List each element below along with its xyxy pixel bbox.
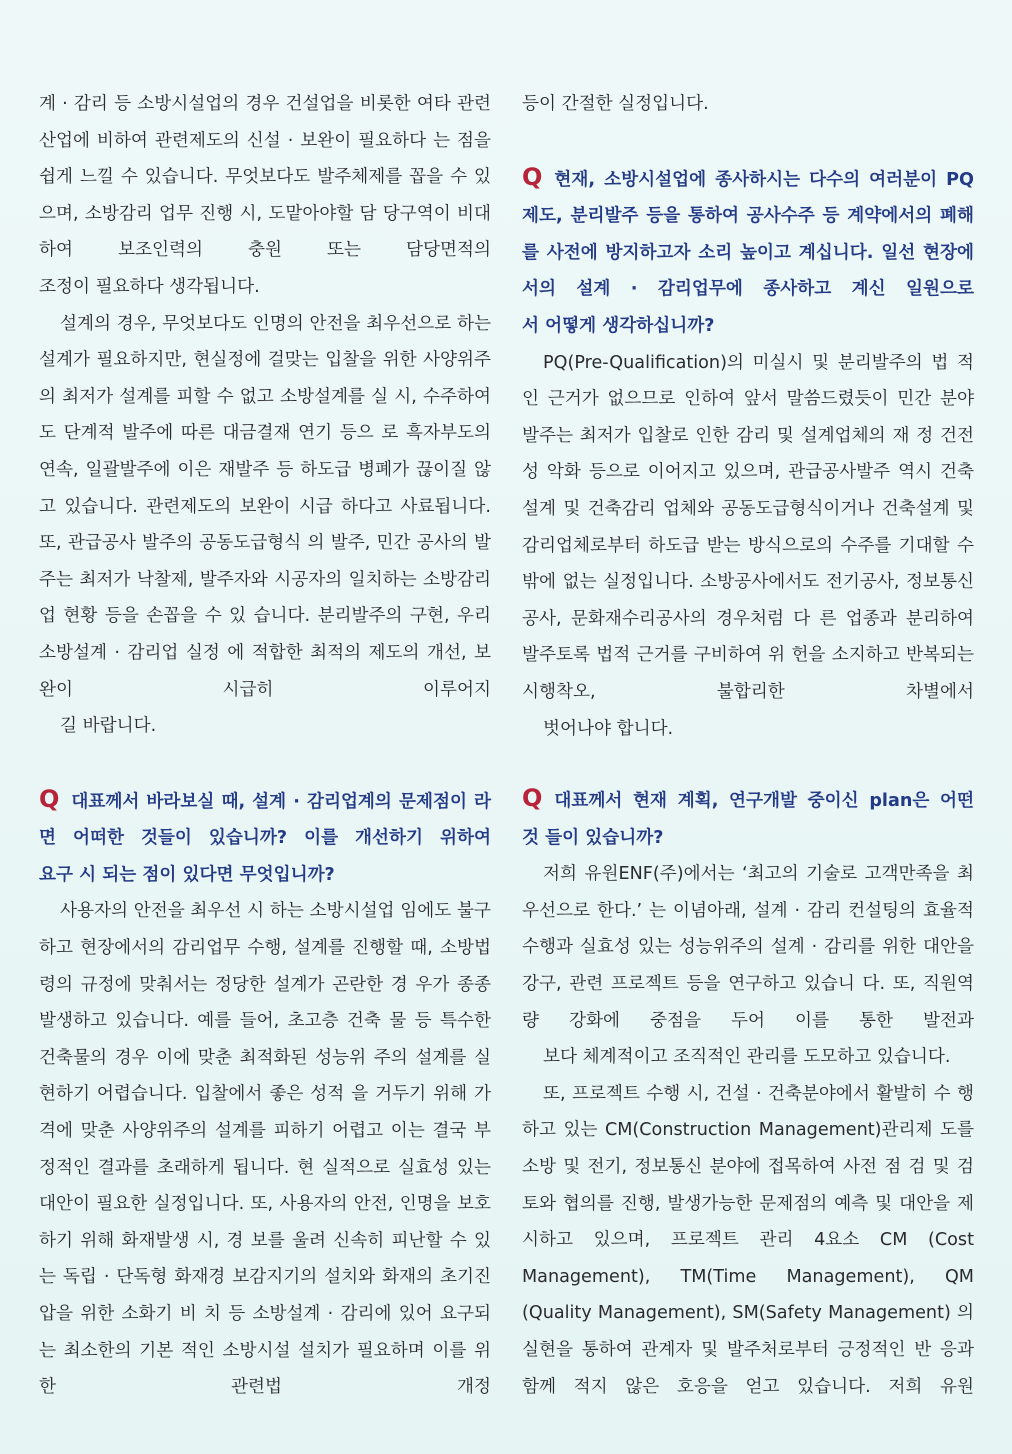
paragraph-1-last-line: 조정이 필요하다 생각됩니다. [39, 276, 260, 297]
paragraph-3-body: 사용자의 안전을 최우선 시 하는 소방시설업 임에도 불구하고 현장에서의 감리업무 수행, 설계를 진행할 때, 소방법령의 규정에 맞춰서는 정당한 설계가 곤란한 경 우가 종종 발생하고 있습니다. 예를 들어, 초고층 건축 물 등 특수한 건축물의 경우 이에 맞춘 최적화된 성능위 주의 설계를 실현하기 어렵습니다. 입찰에서 좋은 성적 을 거두기 위해 가격에 맞춘 사양위주의 설계를 피하기 어렵고 이는 결국 부정적인 결과를 초래하게 됩니다. 현 실적으로 실효성 있는 대안이 필요한 실정입니다. 또, 사용자의 안전, 인명을 보호하기 위해 화재발생 시, 경 보를 울려 신속히 피난할 수 있는 독립 · 단독형 화재경 보감지기의 설치와 화재의 초기진압을 위한 소화기 비 치 등 소방설계 · 감리에 있어 요구되는 최소한의 기본 적인 소방시설 설치가 필요하며 이를 위한 관련법 개정 [39, 901, 492, 1398]
paragraph-4 [522, 345, 974, 748]
question-mark-label: Q [39, 784, 60, 813]
paragraph-2 [39, 306, 491, 745]
paragraph-2-last-line: 길 바랍니다. [60, 716, 157, 737]
paragraph-4-body: PQ(Pre-Qualification)의 미실시 및 분리발주의 법 적인 근거가 없으므로 인하여 앞서 말씀드렸듯이 민간 분야 발주는 최저가 입찰로 인한 감리 및 설계업체의 재 정 건전성 악화 등으로 이어지고 있으며, 관급공사발주 역시 건축설계 및 건축감리 업체와 공동도급형식이거나 건축설계 및 감리업체로부터 하도급 받는 방식으로의 수주를 기대할 수밖에 없는 실정입니다. 소방공사에서도 전기공사, 정보통신공사, 문화재수리공사의 경우처럼 다 른 업종과 분리하여 발주토록 법적 근거를 구비하여 위 헌을 소지하고 반복되는 시행착오, 불합리한 차별에서 [522, 352, 974, 702]
paragraph-4-last-line: 벗어나야 합니다. [543, 718, 674, 739]
paragraph-6 [522, 1076, 974, 1405]
question-1-body: 대표께서 바라보실 때, 설계 · 감리업계의 문제점이 라면 어떠한 것들이 있습니까? 이를 개선하기 위하여 [39, 791, 491, 849]
question-2-body: 현재, 소방시설업에 종사하시는 다수의 여러분이 PQ제도, 분리발주 등을 통하여 공사수주 등 계약에서의 폐해를 사전에 방지하고자 소리 높이고 계십니다. 일선 현장에서의 설계 · 감리업무에 종사하고 계신 일원으로 [522, 169, 974, 300]
paragraph-5-last-line: 보다 체계적이고 조직적인 관리를 도모하고 있습니다. [543, 1047, 951, 1068]
question-3-last-line: 것 들이 있습니까? [522, 827, 664, 848]
question-2 [522, 159, 974, 345]
paragraph-5-body: 저희 유원ENF(주)에서는 ‘최고의 기술로 고객만족을 최우선으로 한다.’ 는 이념아래, 설계 · 감리 컨설팅의 효율적 수행과 실효성 있는 성능위주의 설계 · 감리를 위한 대안을 강구, 관련 프로젝트 등을 연구하고 있습니 다. 또, 직원역량 강화에 중점을 두어 이를 통한 발전과 [522, 864, 974, 1031]
question-1-last-line: 요구 시 되는 점이 있다면 무엇입니까? [39, 864, 335, 885]
paragraph-1-body: 계 · 감리 등 소방시설업의 경우 건설업을 비롯한 여타 관련 산업에 비하여 관련제도의 신설 · 보완이 필요하다 는 점을 쉽게 느낄 수 있습니다. 무엇보다도 발주체제를 꼽을 수 있으며, 소방감리 업무 진행 시, 도맡아야할 담 당구역이 비대하여 보조인력의 충원 또는 담당면적의 [39, 94, 491, 261]
right-column [522, 86, 974, 1405]
question-mark-label: Q [522, 162, 543, 191]
question-3-body: 대표께서 현재 계획, 연구개발 중이신 plan은 어떤 [554, 791, 974, 812]
question-2-last-line: 서 어떻게 생각하십니까? [522, 315, 715, 336]
question-3 [522, 780, 974, 856]
question-1 [39, 781, 491, 894]
paragraph-5 [522, 856, 974, 1076]
paragraph-6-body: 또, 프로젝트 수행 시, 건설 · 건축분야에서 활발히 수 행하고 있는 CM(Construction Management)관리제 도를 소방 및 전기, 정보통신 분야에 접목하여 사전 점 검 및 검토와 협의를 진행, 발생가능한 문제점의 예측 및 대안을 제시하고 있으며, 프로젝트 관리 4요소 CM (Cost Management), TM(Time Management), QM (Quality Management), SM(Safety Management) 의 실현을 통하여 관계자 및 발주처로부터 긍정적인 반 응과 함께 적지 않은 호응을 얻고 있습니다. 저희 유원 [522, 1083, 974, 1397]
left-column [39, 86, 491, 1406]
paragraph-3 [39, 893, 491, 1405]
paragraph-2-body: 설계의 경우, 무엇보다도 인명의 안전을 최우선으로 하는 설계가 필요하지만, 현실정에 걸맞는 입찰을 위한 사양위주의 최저가 설계를 피할 수 없고 소방설계를 실 시, 수주하여도 단계적 발주에 따른 대금결재 연기 등으 로 흑자부도의 연속, 일괄발주에 이은 재발주 등 하도급 병폐가 끊이질 않고 있습니다. 관련제도의 보완이 시급 하다고 사료됩니다. 또, 관급공사 발주의 공동도급형식 의 발주, 민간 공사의 발주는 최저가 낙찰제, 발주자와 시공자의 일치하는 소방감리업 현황 등을 손꼽을 수 있 습니다. 분리발주의 구현, 우리 소방설계 · 감리업 실정 에 적합한 최적의 제도의 개선, 보완이 시급히 이루어지 [39, 313, 491, 700]
question-mark-label: Q [522, 784, 543, 813]
paragraph-0: 등이 간절한 실정입니다. [522, 94, 709, 114]
paragraph-1 [39, 86, 491, 306]
